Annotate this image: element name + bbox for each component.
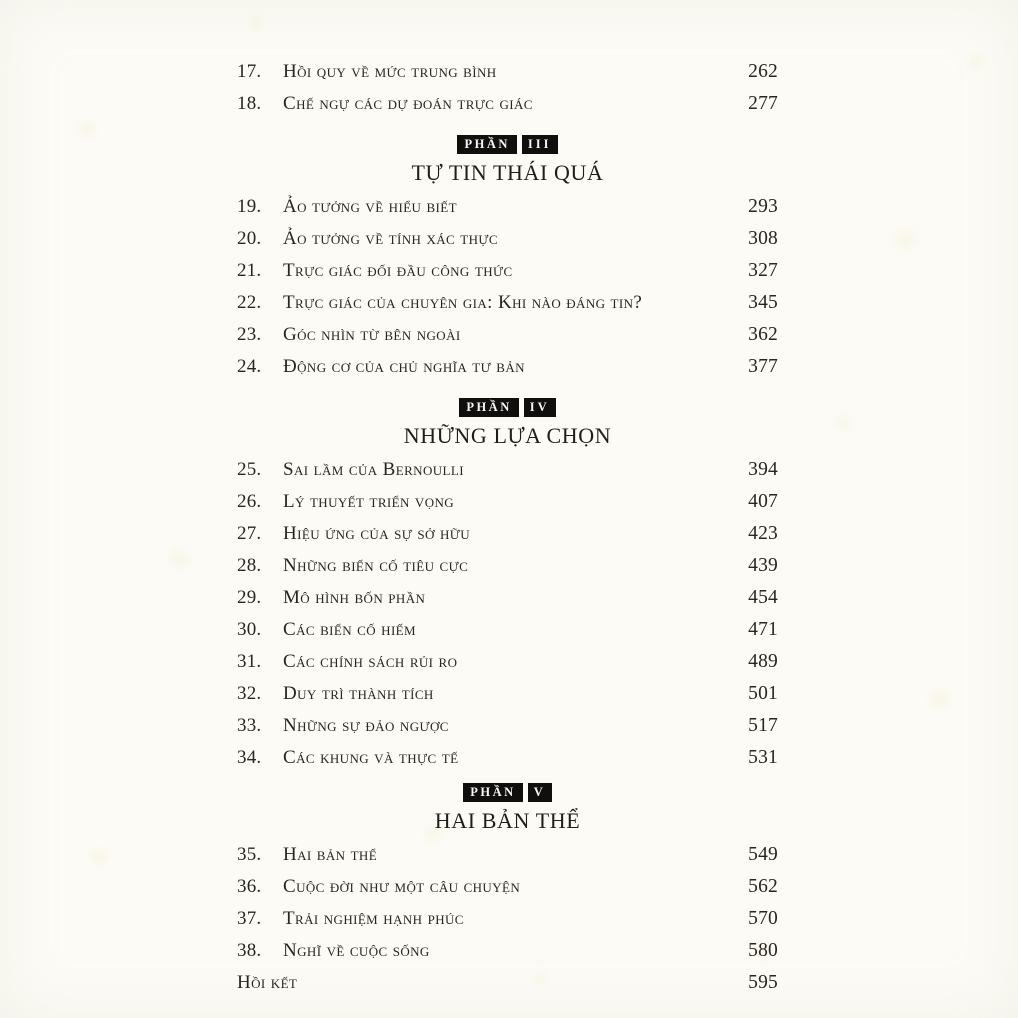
chapter-number: 22. [237,292,262,313]
chapter-title: Duy trì thành tích [283,683,434,704]
toc-row [237,191,778,223]
chapter-number: 37. [237,908,262,929]
chapter-number: 19. [237,196,262,217]
page-number: 407 [748,491,778,512]
chapter-number: 30. [237,619,262,640]
toc-row [237,742,778,774]
chapter-title: Ảo tưởng về tính xác thực [283,228,498,249]
toc-row [237,255,778,287]
page-number: 531 [748,747,778,768]
chapter-number: 29. [237,587,262,608]
toc-row [237,518,778,550]
chapter-title: Trực giác đối đầu công thức [283,260,513,281]
part-badge [237,397,778,417]
toc-row [237,678,778,710]
chapter-title: Động cơ của chủ nghĩa tư bản [283,356,525,377]
chapter-number: 38. [237,940,262,961]
toc-row [237,351,778,383]
chapter-number: 27. [237,523,262,544]
chapter-title: Nghĩ về cuộc sống [283,940,430,961]
chapter-title: Những sự đảo ngược [283,715,449,736]
chapter-title: Cuộc đời như một câu chuyện [283,876,521,897]
section-heading: TỰ TIN THÁI QUÁ [411,160,604,185]
toc-row [237,903,778,935]
part-badge [237,782,778,802]
toc-row [237,646,778,678]
page-number: 595 [748,972,778,993]
toc-row [237,486,778,518]
chapter-number: 21. [237,260,262,281]
page-number: 262 [748,61,778,82]
page-number: 501 [748,683,778,704]
toc-row [237,935,778,967]
chapter-title: Sai lầm của Bernoulli [283,459,464,480]
toc-section [237,383,778,454]
toc-row [237,454,778,486]
toc-row [237,223,778,255]
page-number: 439 [748,555,778,576]
toc-row [237,287,778,319]
page-number: 454 [748,587,778,608]
chapter-number: 36. [237,876,262,897]
part-badge-numeral: IV [524,398,556,417]
chapter-number: 33. [237,715,262,736]
chapter-title: Hai bản thể [283,844,378,865]
page-number: 471 [748,619,778,640]
chapter-title: Góc nhìn từ bên ngoài [283,324,461,345]
part-badge-numeral: V [528,783,552,802]
chapter-title: Chế ngự các dự đoán trực giác [283,93,533,114]
toc-row [237,710,778,742]
toc-row [237,56,778,88]
toc-row [237,582,778,614]
page-number: 293 [748,196,778,217]
paper-texture [0,0,2,2]
page-number: 580 [748,940,778,961]
page-number: 570 [748,908,778,929]
page-number: 308 [748,228,778,249]
page-number: 277 [748,93,778,114]
page-number: 423 [748,523,778,544]
section-heading: HAI BẢN THỂ [434,808,581,833]
chapter-number: 31. [237,651,262,672]
chapter-number: 23. [237,324,262,345]
page-number: 517 [748,715,778,736]
part-badge-word: PHẦN [457,135,516,154]
toc-row [237,871,778,903]
chapter-title: Mô hình bốn phần [283,587,426,608]
table-of-contents [237,56,778,999]
toc-row [237,88,778,120]
chapter-title: Lý thuyết triển vọng [283,491,455,512]
page-number: 562 [748,876,778,897]
part-badge-numeral: III [522,135,558,154]
chapter-number: 34. [237,747,262,768]
chapter-title: Hồi kết [237,972,298,993]
epilogue-row [237,967,778,999]
toc-section [237,774,778,839]
chapter-title: Những biến cố tiêu cực [283,555,469,576]
chapter-number: 28. [237,555,262,576]
chapter-title: Ảo tưởng về hiểu biết [283,196,457,217]
page-number: 394 [748,459,778,480]
chapter-title: Trải nghiệm hạnh phúc [283,908,464,929]
page-number: 377 [748,356,778,377]
page-number: 549 [748,844,778,865]
section-heading: NHỮNG LỰA CHỌN [403,423,612,448]
chapter-title: Các chính sách rủi ro [283,651,458,672]
chapter-title: Hồi quy về mức trung bình [283,61,497,82]
chapter-title: Hiệu ứng của sự sở hữu [283,523,471,544]
chapter-title: Các khung và thực tế [283,747,459,768]
chapter-number: 18. [237,93,262,114]
part-badge-word: PHẦN [459,398,518,417]
chapter-number: 26. [237,491,262,512]
toc-row [237,614,778,646]
chapter-number: 17. [237,61,262,82]
chapter-title: Trực giác của chuyên gia: Khi nào đáng tin? [283,292,643,313]
page-number: 489 [748,651,778,672]
part-badge [237,134,778,154]
page-number: 345 [748,292,778,313]
toc-row [237,839,778,871]
chapter-number: 24. [237,356,262,377]
chapter-number: 35. [237,844,262,865]
chapter-number: 25. [237,459,262,480]
toc-section [237,120,778,191]
toc-row [237,319,778,351]
chapter-number: 20. [237,228,262,249]
chapter-title: Các biến cố hiếm [283,619,416,640]
page-number: 327 [748,260,778,281]
part-badge-word: PHẦN [463,783,522,802]
chapter-number: 32. [237,683,262,704]
toc-row [237,550,778,582]
page-number: 362 [748,324,778,345]
